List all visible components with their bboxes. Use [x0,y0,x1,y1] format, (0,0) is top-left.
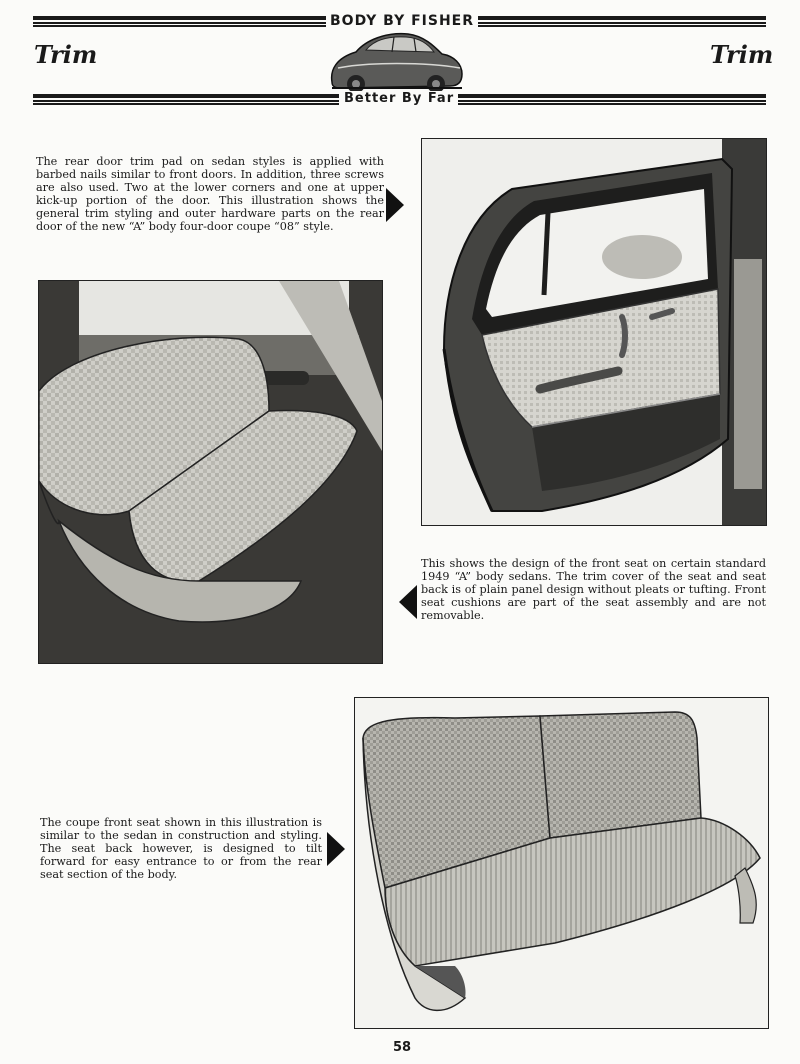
header-bottom-rule-left [33,94,339,104]
header-top-rule-left [33,16,328,26]
coupe-seat-description: The coupe front seat shown in this illustration is similar to the sedan in construction and styling. The seat back however, is designed to tilt forward for easy entrance to or from the rear seat section of the body. [40,816,322,882]
arrow-left-icon [399,585,417,619]
page-number: 58 [393,1040,412,1055]
front-seat-description: This shows the design of the front seat on certain standard 1949 “A” body sedans. The trim cover of the seat and seat back is of plain panel design without pleats or tufting. Front seat cushions are part of the seat assembly and are not removable. [421,557,766,623]
car-emblem [326,28,466,94]
header-top-rule-right [468,16,766,26]
header-bottom-rule-right [458,94,766,104]
coupe-front-seat-photo [354,697,769,1029]
trim-label-right: Trim [710,40,774,69]
rear-door-description: The rear door trim pad on sedan styles is applied with barbed nails similar to front doors. In addition, three screws are also used. Two at the lower corners and one at upper kick-up portion of the door. This illustration shows the general trim styling and outer hardware parts on the rear door of the new “A” body four-door coupe “08” style. [36,155,384,234]
sedan-front-seat-photo [38,280,383,664]
header-title: BODY BY FISHER [326,13,478,29]
header-subtitle: Better By Far [340,91,458,106]
rear-door-photo [421,138,767,526]
arrow-right-icon [327,832,345,866]
trim-label-left: Trim [34,40,98,69]
arrow-right-icon [386,188,404,222]
